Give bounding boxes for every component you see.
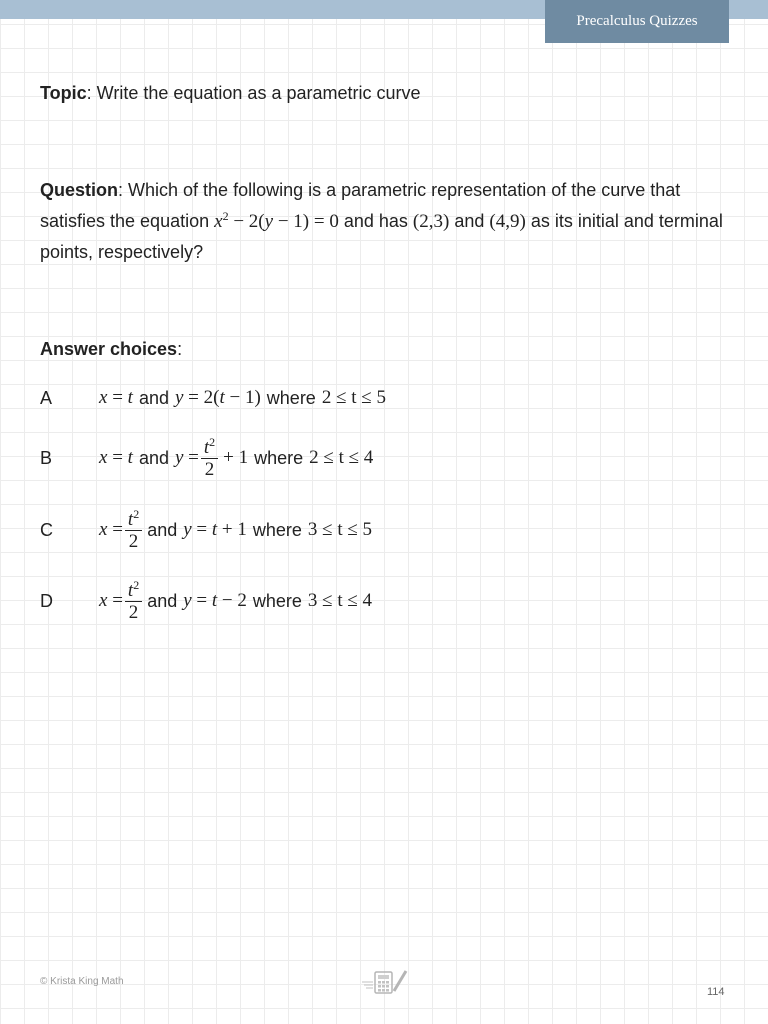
footer-copyright: © Krista King Math bbox=[40, 976, 124, 987]
choice-b-x-expression: x = t bbox=[99, 447, 133, 468]
choice-and: and bbox=[138, 387, 169, 408]
choice-where: where bbox=[252, 519, 302, 540]
choice-c-x-expression: x = bbox=[99, 519, 123, 540]
choice-b-y-expression: y = bbox=[174, 447, 199, 468]
fraction: $\frac{t^2}{2}$ bbox=[125, 509, 142, 552]
choice-d-x-expression: x = bbox=[99, 590, 123, 611]
answer-choice-d[interactable] bbox=[40, 571, 372, 631]
answer-choices-label: Answer choices bbox=[40, 339, 178, 359]
choice-d-y-expression: y = t − 2 bbox=[183, 590, 247, 611]
question-text-1: : Which of the following is a parametric representation of the curve that satisfies the equation bbox=[40, 180, 681, 231]
calculator-pencil-icon bbox=[360, 966, 410, 1001]
choice-range: 2 ≤ t ≤ 5 bbox=[321, 387, 386, 408]
answer-choice-c[interactable] bbox=[40, 500, 372, 560]
question-text-4: as its initial and terminal points, respectively? bbox=[40, 211, 723, 262]
fraction: $\frac{t^2}{2}$ bbox=[125, 580, 142, 623]
question-point-2: (4,9) bbox=[489, 211, 526, 232]
answer-choice-b[interactable]: B x = t and y = $\frac{t^2}{2}$ + 1 where 2 ≤ t ≤ 4 bbox=[40, 434, 374, 480]
choice-letter: C bbox=[40, 519, 53, 540]
choice-c-y-expression: y = t + 1 bbox=[183, 519, 247, 540]
choice-where: where bbox=[252, 590, 302, 611]
choice-range: 2 ≤ t ≤ 4 bbox=[309, 447, 374, 468]
question-text-3: and bbox=[454, 211, 485, 231]
choice-range: 3 ≤ t ≤ 5 bbox=[307, 519, 373, 540]
question-point-1: (2,3) bbox=[412, 211, 450, 232]
fraction: $\frac{t^2}{2}$ bbox=[201, 437, 218, 480]
choice-letter: D bbox=[40, 590, 53, 611]
question-text bbox=[40, 175, 740, 268]
choice-where: where bbox=[254, 447, 304, 468]
header-tab bbox=[545, 0, 729, 43]
choice-and: and bbox=[138, 447, 169, 468]
choice-range: 3 ≤ t ≤ 4 bbox=[307, 590, 373, 611]
choice-and: and bbox=[147, 519, 178, 540]
choice-where: where bbox=[266, 387, 316, 408]
choice-and: and bbox=[147, 590, 178, 611]
answer-choices-heading: Answer choices: bbox=[40, 339, 183, 359]
choice-a-x-expression: x = t bbox=[99, 387, 133, 408]
question-equation: $x^2 - 2(y - 1) = 0$ bbox=[214, 209, 339, 232]
header-tab-title: Precalculus Quizzes bbox=[576, 13, 698, 29]
topic-line bbox=[40, 78, 740, 109]
topic-label: Topic bbox=[40, 83, 87, 103]
question-label: Question bbox=[40, 180, 119, 200]
topic-text: : Write the equation as a parametric curve bbox=[86, 83, 421, 103]
question-text-2: and has bbox=[343, 211, 408, 231]
choice-a-y-expression: y = 2(t − 1) bbox=[174, 387, 261, 408]
choice-letter: A bbox=[40, 387, 53, 408]
page-number: 114 bbox=[707, 986, 725, 998]
choice-letter: B bbox=[40, 447, 53, 468]
answer-choice-a[interactable] bbox=[40, 368, 386, 428]
